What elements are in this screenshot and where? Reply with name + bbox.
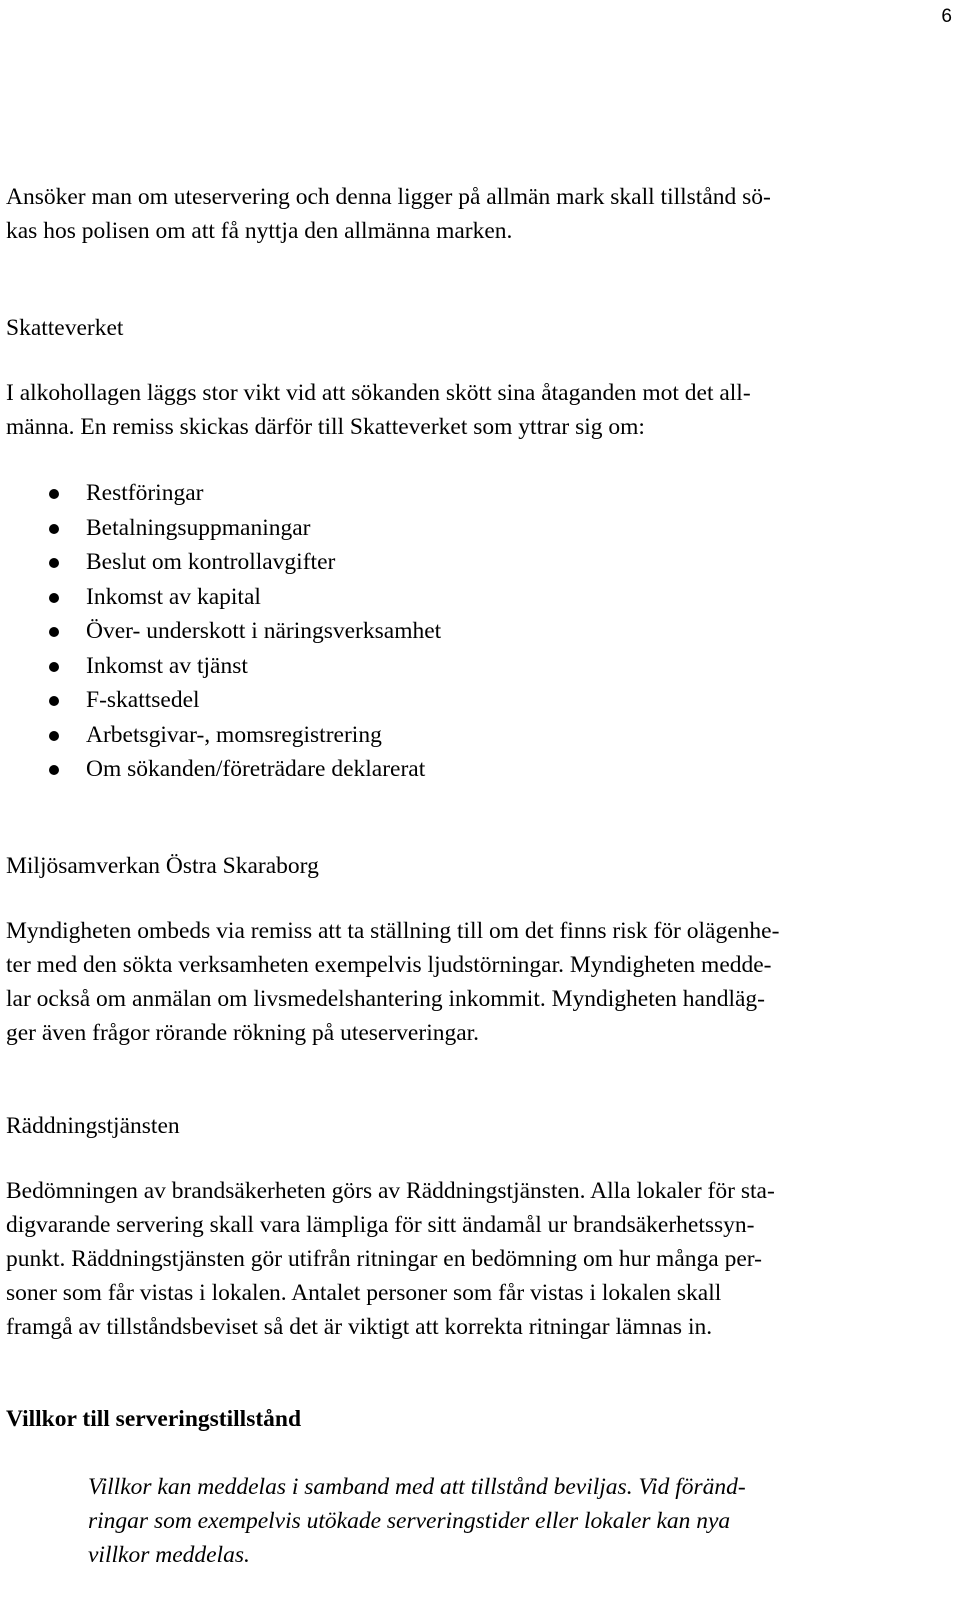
paragraph-villkor-italic <box>88 1470 928 1572</box>
list-item-label: Inkomst av kapital <box>86 583 261 610</box>
list-item <box>6 511 906 546</box>
paragraph-alkohollagen <box>6 376 751 444</box>
text-line: Ansöker man om uteservering och denna ligger på allmän mark skall tillstånd sö- <box>6 184 771 210</box>
list-item-label: Över- underskott i näringsverksamhet <box>86 618 442 644</box>
text-line: lar också om anmälan om livsmedelshantering inkommit. Myndigheten handläg- <box>6 986 766 1012</box>
list-item <box>6 649 906 684</box>
list-item <box>6 580 906 615</box>
text-line: kas hos polisen om att få nyttja den allmänna marken. <box>6 218 513 244</box>
text-line: Bedömningen av brandsäkerheten görs av Räddningstjänsten. Alla lokaler för sta- <box>6 1178 775 1204</box>
bullet-icon <box>49 524 59 534</box>
bullet-icon <box>49 662 59 672</box>
text-line: framgå av tillståndsbeviset så det är viktigt att korrekta ritningar lämnas in. <box>6 1314 713 1340</box>
bullet-icon <box>49 489 59 499</box>
text-line: punkt. Räddningstjänsten gör utifrån ritningar en bedömning om hur många per- <box>6 1246 762 1272</box>
list-item-label: Betalningsuppmaningar <box>86 514 311 541</box>
list-item <box>6 545 906 580</box>
bullet-icon <box>49 593 59 603</box>
text-line: Myndigheten ombeds via remiss att ta ställning till om det finns risk för olägenhe- <box>6 918 780 944</box>
list-item-label: Arbetsgivar-, momsregistrering <box>86 721 382 748</box>
bullet-icon <box>49 627 59 637</box>
bullet-list-skatteverket <box>6 476 906 787</box>
list-item <box>6 718 906 753</box>
text-line: soner som får vistas i lokalen. Antalet personer som får vistas i lokalen skall <box>6 1280 722 1306</box>
list-item-label: Om sökanden/företrädare deklarerat <box>86 756 426 782</box>
text-line: Villkor kan meddelas i samband med att tillstånd beviljas. Vid föränd- <box>88 1474 746 1500</box>
list-item <box>6 614 906 649</box>
list-item-label: F-skattsedel <box>86 687 200 713</box>
list-item-label: Inkomst av tjänst <box>86 652 248 679</box>
list-item-label: Restföringar <box>86 480 204 506</box>
list-item <box>6 683 906 718</box>
paragraph-brandsakerhet <box>6 1174 775 1344</box>
text-line: villkor meddelas. <box>88 1542 250 1568</box>
section-heading-villkor: Villkor till serveringstillstånd <box>6 1406 302 1432</box>
paragraph-uteservering <box>6 180 771 248</box>
page-number: 6 <box>941 6 952 27</box>
text-line: ter med den sökta verksamheten exempelvis ljudstörningar. Myndigheten medde- <box>6 952 772 978</box>
bullet-icon <box>49 696 59 706</box>
text-line: männa. En remiss skickas därför till Skatteverket som yttrar sig om: <box>6 414 645 440</box>
text-line: ringar som exempelvis utökade serveringstider eller lokaler kan nya <box>88 1508 731 1534</box>
text-line: digvarande servering skall vara lämpliga för sitt ändamål ur brandsäkerhetssyn- <box>6 1212 755 1238</box>
section-heading-miljosamverkan: Miljösamverkan Östra Skaraborg <box>6 853 319 879</box>
bullet-icon <box>49 765 59 775</box>
bullet-icon <box>49 731 59 741</box>
text-line: ger även frågor rörande rökning på uteserveringar. <box>6 1020 480 1046</box>
list-item <box>6 752 906 787</box>
list-item-label: Beslut om kontrollavgifter <box>86 549 336 575</box>
section-heading-skatteverket: Skatteverket <box>6 315 124 341</box>
bullet-icon <box>49 558 59 568</box>
text-line: I alkohollagen läggs stor vikt vid att sökanden skött sina åtaganden mot det all- <box>6 380 751 406</box>
list-item <box>6 476 906 511</box>
section-heading-raddningstjansten: Räddningstjänsten <box>6 1113 180 1139</box>
paragraph-myndigheten <box>6 914 779 1050</box>
